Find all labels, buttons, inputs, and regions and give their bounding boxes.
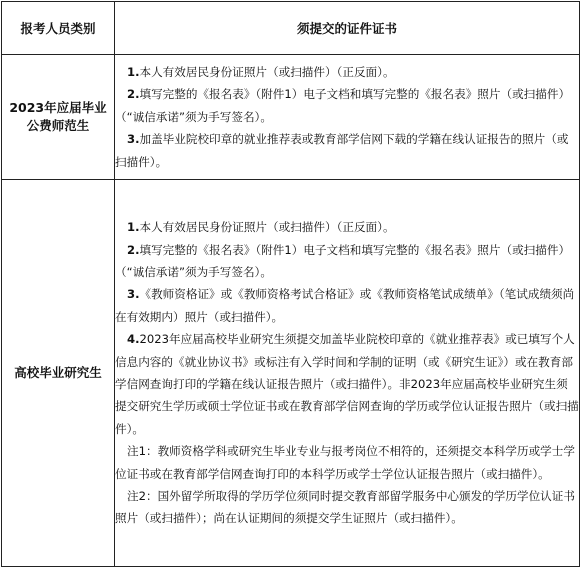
requirements-cell <box>115 55 580 180</box>
category-cell <box>2 180 115 567</box>
requirements-table <box>1 1 580 567</box>
category-label: 高校毕业研究生 <box>14 365 102 380</box>
item-number: 2. <box>127 242 140 257</box>
list-item <box>115 128 579 173</box>
note-text: 注1：教师资格学科或研究生毕业专业与报考岗位不相符的，还须提交本科学历或学士学位证书或在教育部学信网查询打印的本科学历或学士学位认证报告照片（或扫描件）。 <box>115 444 575 481</box>
list-item <box>115 61 579 83</box>
list-item <box>115 83 579 128</box>
header-row <box>2 2 580 55</box>
list-item <box>115 328 579 440</box>
item-number: 3. <box>127 132 140 147</box>
item-number: 1. <box>127 64 140 79</box>
item-text: 加盖毕业院校印章的就业推荐表或教育部学信网下载的学籍在线认证报告的照片（或扫描件）。 <box>115 132 569 169</box>
item-text: 2023年应届高校毕业研究生须提交加盖毕业院校印章的《就业推荐表》或已填写个人信息内容的《就业协议书》或标注有入学时间和学制的证明（或《研究生证》）或在教育部学信网查询打印的学籍在线认证报告照片（或扫描件）。非2023年应届高校毕业研究生须提交研究生学历或硕士学位证书或在教育部学信网查询的学历或学位认证报告照片（或扫描件）。 <box>115 332 579 436</box>
category-label: 公费师范生 <box>26 118 90 133</box>
category-cell <box>2 55 115 180</box>
list-item <box>115 216 579 238</box>
item-number: 1. <box>127 220 140 235</box>
header-category: 报考人员类别 <box>2 2 115 55</box>
item-text: 本人有效居民身份证照片（或扫描件）（正反面）。 <box>139 220 395 235</box>
category-label: 2023年应届毕业 <box>9 100 107 115</box>
note-item <box>115 440 579 485</box>
note-text: 注2：国外留学所取得的学历学位须同时提交教育部留学服务中心颁发的学历学位认证书照片（或扫描件）；尚在认证期间的须提交学生证照片（或扫描件）。 <box>115 489 575 526</box>
item-number: 4. <box>127 332 140 347</box>
item-text: 填写完整的《报名表》（附件1）电子文档和填写完整的《报名表》照片（或扫描件）（“诚信承诺”须为手写签名）。 <box>115 87 571 124</box>
item-number: 2. <box>127 87 140 102</box>
item-text: 《教师资格证》或《教师资格考试合格证》或《教师资格笔试成绩单》（笔试成绩须尚在有效期内）照片（或扫描件）。 <box>115 287 575 324</box>
item-number: 3. <box>127 287 140 302</box>
table-row <box>2 55 580 180</box>
table-row <box>2 180 580 567</box>
header-requirements: 须提交的证件证书 <box>115 2 580 55</box>
requirements-cell <box>115 180 580 567</box>
item-text: 填写完整的《报名表》（附件1）电子文档和填写完整的《报名表》照片（或扫描件）（“诚信承诺”须为手写签名）。 <box>115 242 571 279</box>
item-text: 本人有效居民身份证照片（或扫描件）（正反面）。 <box>139 64 395 79</box>
note-item <box>115 485 579 530</box>
list-item <box>115 239 579 284</box>
list-item <box>115 283 579 328</box>
